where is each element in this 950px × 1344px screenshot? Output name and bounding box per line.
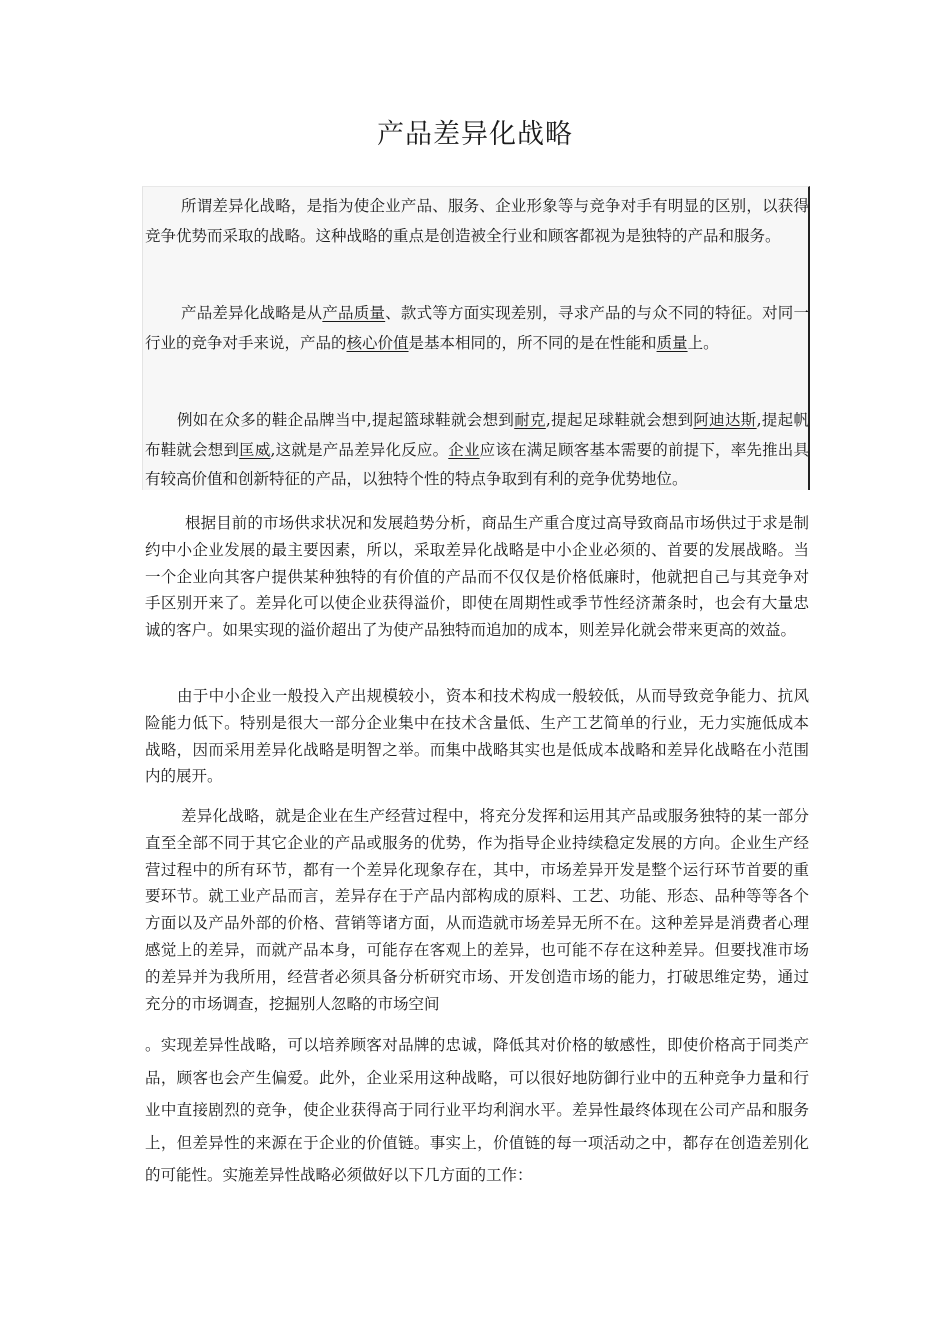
text: ,提起足球鞋就会想到 bbox=[545, 411, 694, 429]
paragraph-product-differentiation bbox=[145, 299, 809, 358]
paragraph-definition: 所谓差异化战略，是指为使企业产品、服务、企业形象等与竞争对手有明显的区别，以获得竞争优势而采取的战略。这种战略的重点是创造被全行业和顾客都视为是独特的产品和服务。 bbox=[145, 197, 809, 245]
paragraph-shoe-brands-example bbox=[145, 406, 809, 495]
text: 例如在众多的鞋企品牌当中,提起篮球鞋就会想到 bbox=[177, 411, 515, 429]
text: ,这就是产品差异化反应。 bbox=[270, 440, 449, 459]
link-converse[interactable]: 匡威 bbox=[239, 440, 271, 459]
text: 应该在满足顾客基本需要的前提下，率先推出具有较高价值和创新特征的产品，以独特个性的特点争取到有利的竞争优势地位。 bbox=[145, 440, 809, 488]
text: 上。 bbox=[687, 333, 719, 352]
document-title: 产品差异化战略 bbox=[377, 119, 573, 150]
link-core-value[interactable]: 核心价值 bbox=[346, 333, 409, 352]
paragraph-sme-strategy: 由于中小企业一般投入产出规模较小，资本和技术构成一般较低，从而导致竞争能力、抗风险能力低下。特别是很大一部分企业集中在技术含量低、生产工艺简单的行业，无力实施低成本战略，因而采用差异化战略是明智之举。而集中战略其实也是低成本战略和差异化战略在小范围内的展开。 bbox=[145, 687, 809, 786]
paragraph-market-analysis: 根据目前的市场供求状况和发展趋势分析，商品生产重合度过高导致商品市场供过于求是制约中小企业发展的最主要因素，所以，采取差异化战略是中小企业必须的、首要的发展战略。当一个企业向其客户提供某种独特的有价值的产品而不仅仅是价格低廉时，他就把自己与其竞争对手区别开来了。差异化可以使企业获得溢价，即使在周期性或季节性经济萧条时，也会有大量忠诚的客户。如果实现的溢价超出了为使产品独特而追加的成本，则差异化就会带来更高的效益。 bbox=[145, 514, 809, 640]
paragraph-differentiation-definition: 差异化战略，就是企业在生产经营过程中，将充分发挥和运用其产品或服务独特的某一部分直至全部不同于其它企业的产品或服务的优势，作为指导企业持续稳定发展的方向。企业生产经营过程中的所有环节，都有一个差异化现象存在，其中，市场差异开发是整个运行环节首要的重要环节。就工业产品而言，差异存在于产品内部构成的原料、工艺、功能、形态、品种等等各个方面以及产品外部的价格、营销等诸方面，从而造就市场差异无所不在。这种差异是消费者心理感觉上的差异，而就产品本身，可能存在客观上的差异，也可能不存在这种差异。但要找准市场的差异并为我所用，经营者必须具备分析研究市场、开发创造市场的能力，打破思维定势，通过充分的市场调查，挖掘别人忽略的市场空间 bbox=[145, 807, 809, 1013]
link-adidas[interactable]: 阿迪达斯 bbox=[693, 411, 757, 429]
text: 是基本相同的，所不同的是在性能和 bbox=[408, 333, 657, 352]
text: 、款式等方面实现差别，寻求产品的与众不同的特征。对同一行业的竞争对手来说，产品的 bbox=[145, 304, 809, 352]
link-nike[interactable]: 耐克 bbox=[514, 411, 546, 429]
link-product-quality[interactable]: 产品质量 bbox=[322, 304, 386, 322]
text: ,提起帆布鞋就会想到 bbox=[145, 411, 809, 459]
link-quality[interactable]: 质量 bbox=[656, 333, 688, 352]
paragraph-implementation: 。实现差异性战略，可以培养顾客对品牌的忠诚，降低其对价格的敏感性，即使价格高于同类产品，顾客也会产生偏爱。此外，企业采用这种战略，可以很好地防御行业中的五种竞争力量和行业中直接剧烈的竞争，使企业获得高于同行业平均利润水平。差异性最终体现在公司产品和服务上，但差异性的来源在于企业的价值链。事实上，价值链的每一项活动之中，都存在创造差别化的可能性。实施差异性战略必须做好以下几方面的工作： bbox=[145, 1036, 809, 1184]
link-enterprise[interactable]: 企业 bbox=[448, 440, 480, 459]
text: 产品差异化战略是从 bbox=[181, 304, 323, 322]
